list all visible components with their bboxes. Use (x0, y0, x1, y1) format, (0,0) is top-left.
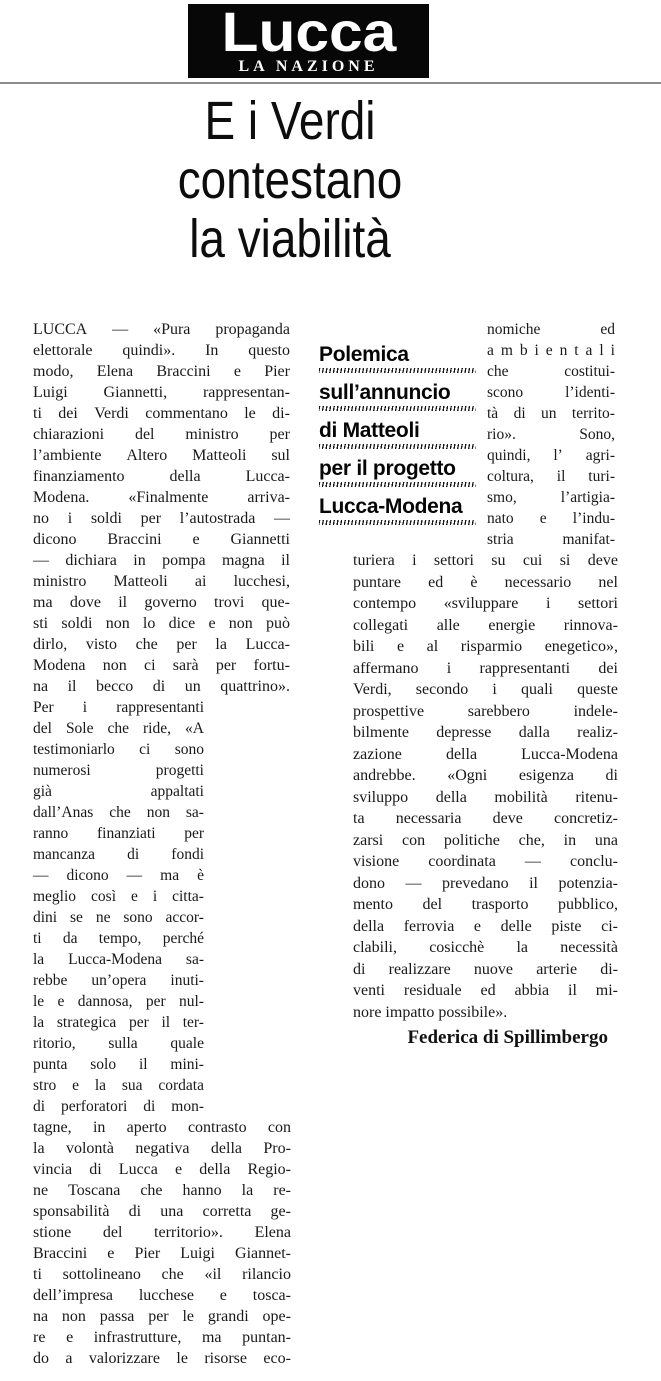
text-line: smo, l’artigia- (487, 489, 615, 506)
text-line: quindi, l’ agri- (487, 447, 615, 464)
text-line: di realizzare nuove arterie di- (353, 960, 618, 978)
body-column-left-bottom (33, 1119, 291, 1371)
text-line: no i soldi per l’autostrada — (33, 510, 290, 527)
text-line: sviluppo della mobilità ritenu- (353, 788, 618, 806)
pull-quote-line: Polemica (319, 343, 409, 366)
text-line: clabili, cosicchè la necessità (353, 939, 618, 956)
text-line: affermano i rappresentanti dei (353, 659, 618, 677)
text-line: stria manifat- (487, 531, 615, 548)
text-line: ranno finanziati per (33, 825, 204, 842)
pull-quote-line: Lucca-Modena (319, 495, 463, 518)
text-line: dono — prevedano il potenzia- (353, 874, 618, 892)
text-line: le e dannosa, per nul- (33, 993, 204, 1010)
text-line: tà di un territo- (487, 405, 615, 422)
text-line: del Sole che ride, «A (33, 720, 204, 737)
body-column-right-wide (353, 552, 618, 1025)
text-line: ti dei Verdi commentano le di- (33, 405, 290, 422)
pull-quote-line: di Matteoli (319, 419, 420, 442)
text-line: visione coordinata — conclu- (353, 853, 618, 870)
text-line: a m b i e n t a l i (487, 342, 615, 359)
text-line: ti sottolineano che «il rilancio (33, 1266, 291, 1283)
pull-quote-block (319, 345, 476, 535)
text-line: — dicono — ma è (33, 867, 204, 884)
zigzag-divider (319, 406, 476, 411)
zigzag-divider (319, 520, 476, 525)
text-line: Braccini e Pier Luigi Giannet- (33, 1245, 291, 1262)
text-line: ma dove il governo trovi que- (33, 594, 290, 611)
text-line: che costitui- (487, 363, 615, 380)
body-column-left-top (33, 321, 290, 699)
pull-quote-line: sull’annuncio (319, 381, 451, 404)
text-line: LUCCA — «Pura propaganda (33, 321, 290, 338)
text-line: Per i rappresentanti (33, 699, 204, 716)
text-line: ta necessaria deve concretiz- (353, 810, 618, 827)
text-line: do a valorizzare le risorse eco- (33, 1350, 291, 1367)
text-line: elettorale quindi». In questo (33, 342, 290, 359)
text-line: nomiche ed (487, 321, 615, 338)
text-line: puntare ed è necessario nel (353, 573, 618, 591)
text-line: numerosi progetti (33, 762, 204, 779)
text-line: andrebbe. «Ogni esigenza di (353, 767, 618, 784)
text-line: mancanza di fondi (33, 846, 204, 863)
newspaper-masthead (188, 0, 429, 78)
text-line: sponsabilità di una corretta ge- (33, 1203, 291, 1220)
text-line: ministro Matteoli ai lucchesi, (33, 573, 290, 590)
masthead-paper-name: LA NAZIONE (238, 58, 379, 75)
text-line: testimoniarlo ci sono (33, 741, 204, 758)
text-line: bilmente depresse dalla realiz- (353, 724, 618, 741)
body-column-left-narrow (33, 699, 204, 1119)
text-line: modo, Elena Braccini e Pier (33, 363, 290, 380)
horizontal-divider-rule (0, 82, 661, 84)
text-line: — dichiara in pompa magna il (33, 552, 290, 569)
text-line: zarsi con politiche che, in una (353, 831, 618, 849)
text-line: già appaltati (33, 783, 204, 800)
headline-line-1: E i Verdi (204, 91, 376, 151)
text-line: venti residuale ed abbia il mi- (353, 982, 618, 999)
text-line: zazione della Lucca-Modena (353, 745, 618, 763)
text-line: Modena. «Finalmente arriva- (33, 489, 290, 506)
text-line: rio». Sono, (487, 426, 615, 443)
text-line: l’ambiente Altero Matteoli sul (33, 447, 290, 464)
text-line: la volontà negativa della Pro- (33, 1140, 291, 1157)
pull-quote-line: per il progetto (319, 457, 456, 480)
text-line: sti soldi non lo dice e non può (33, 615, 290, 632)
text-line: dicono Braccini e Giannetti (33, 531, 290, 548)
text-line: rebbe un’opera inuti- (33, 972, 204, 989)
headline-line-3: la viabilità (189, 209, 391, 269)
text-line: Modena non ci sarà per fortu- (33, 657, 290, 674)
text-line: la Lucca-Modena sa- (33, 951, 204, 968)
article-byline: Federica di Spillimbergo (407, 1027, 608, 1048)
text-line: stione del territorio». Elena (33, 1224, 291, 1241)
text-line: finanziamento della Lucca- (33, 468, 290, 485)
text-line: ti da tempo, perché (33, 930, 204, 947)
text-line: dell’impresa lucchese e tosca- (33, 1287, 291, 1304)
text-line: stro e la sua cordata (33, 1077, 204, 1094)
masthead-city-title: Lucca (221, 0, 396, 63)
text-line: scono l’identi- (487, 384, 615, 401)
text-line: dini se ne sono accor- (33, 909, 204, 926)
text-line: dirlo, visto che per la Lucca- (33, 636, 290, 653)
text-line: nore impatto possibile». (353, 1003, 508, 1021)
text-line: na il becco di un quattrino». (33, 678, 290, 695)
text-line: nato e l’indu- (487, 510, 615, 527)
zigzag-divider (319, 368, 476, 373)
article-headline (69, 92, 511, 269)
body-column-right-narrow (487, 321, 615, 552)
text-line: chiarazioni del ministro per (33, 426, 290, 443)
headline-line-2: contestano (177, 150, 403, 210)
zigzag-divider (319, 482, 476, 487)
text-line: re e infrastrutture, ma puntan- (33, 1329, 291, 1346)
text-line: prospettive sarebbero indele- (353, 702, 618, 720)
text-line: di perforatori di mon- (33, 1098, 204, 1115)
text-line: punta solo il mini- (33, 1056, 204, 1073)
text-line: collegati alle energie rinnova- (353, 616, 618, 634)
text-line: ritorio, sulla quale (33, 1035, 204, 1052)
text-line: Luigi Giannetti, rappresentan- (33, 384, 290, 401)
text-line: na non passa per le grandi ope- (33, 1308, 291, 1325)
text-line: della ferrovia e delle piste ci- (353, 917, 618, 935)
text-line: turiera i settori su cui si deve (353, 552, 618, 569)
text-line: ne Toscana che hanno la re- (33, 1182, 291, 1199)
text-line: coltura, il turi- (487, 468, 615, 485)
text-line: tagne, in aperto contrasto con (33, 1119, 291, 1136)
text-line: meglio così e i citta- (33, 888, 204, 905)
text-line: contempo «sviluppare i settori (353, 595, 618, 612)
zigzag-divider (319, 444, 476, 449)
text-line: la strategica per il ter- (33, 1014, 204, 1031)
text-line: Verdi, secondo i quali queste (353, 681, 618, 698)
text-line: dall’Anas che non sa- (33, 804, 204, 821)
text-line: bili e al risparmio enegetico», (353, 638, 618, 655)
text-line: mento del trasporto pubblico, (353, 896, 618, 913)
text-line: vincia di Lucca e della Regio- (33, 1161, 291, 1178)
